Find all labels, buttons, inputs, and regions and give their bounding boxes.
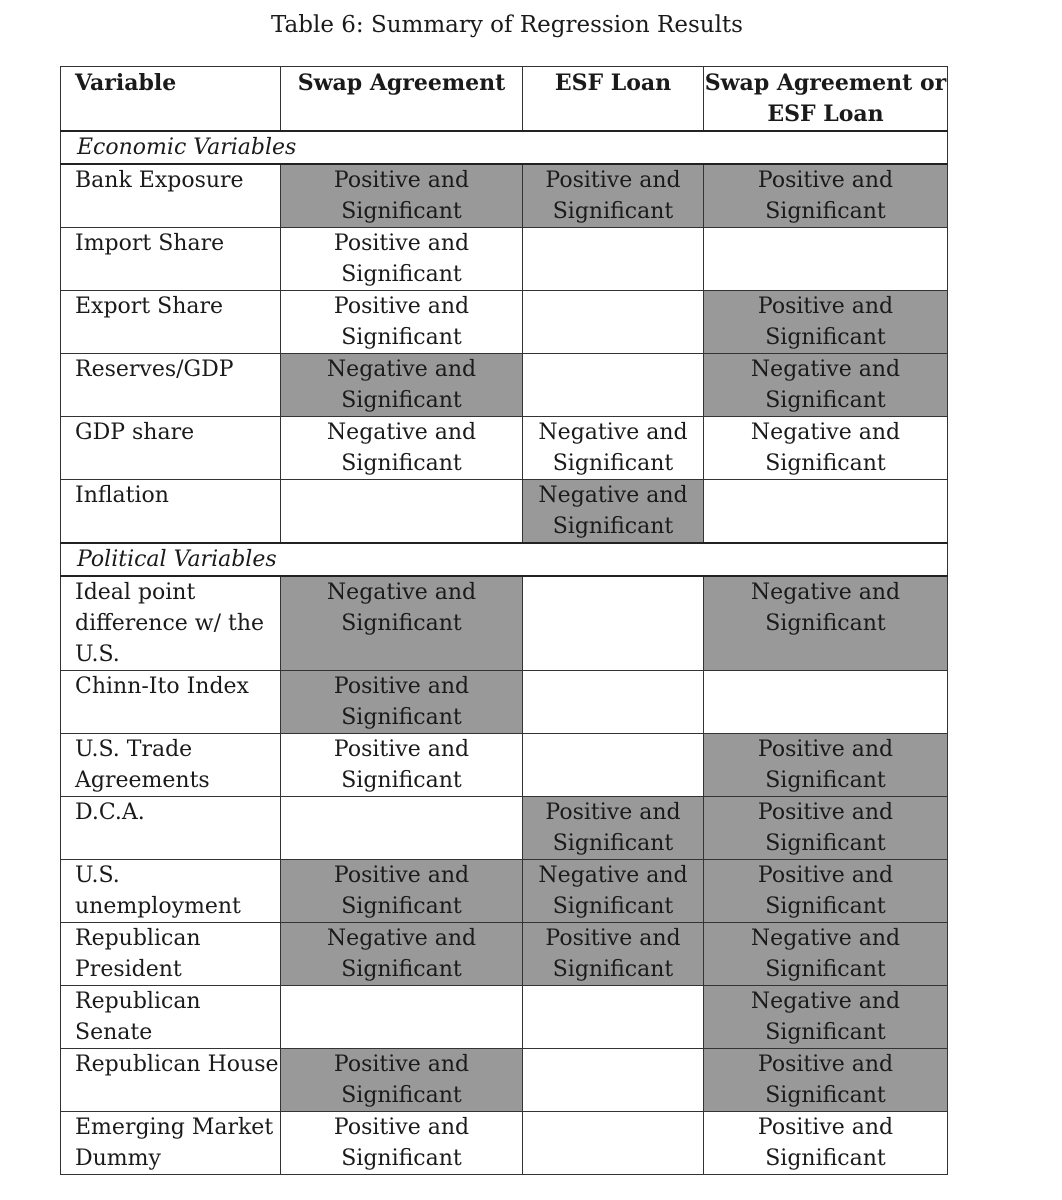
result-cell: Positive and Significant (281, 734, 523, 797)
result-cell: Positive and Significant (281, 671, 523, 734)
result-cell: Positive and Significant (704, 734, 948, 797)
result-cell: Positive and Significant (704, 291, 948, 354)
result-cell (523, 354, 704, 417)
table-row (61, 986, 948, 1049)
table-row (61, 291, 948, 354)
result-cell: Positive and Significant (281, 228, 523, 291)
result-cell (523, 1049, 704, 1112)
result-cell: Positive and Significant (523, 164, 704, 228)
result-cell: Negative and Significant (704, 417, 948, 480)
result-cell: Negative and Significant (704, 986, 948, 1049)
header-swap-agreement: Swap Agreement (281, 67, 523, 132)
regression-results-table (60, 66, 948, 1175)
result-cell: Positive and Significant (704, 860, 948, 923)
result-cell (281, 986, 523, 1049)
header-esf-loan: ESF Loan (523, 67, 704, 132)
section-title: Political Variables (61, 543, 948, 576)
section-row (61, 131, 948, 164)
result-cell: Positive and Significant (281, 164, 523, 228)
result-cell: Negative and Significant (281, 417, 523, 480)
header-variable: Variable (61, 67, 281, 132)
table-row (61, 228, 948, 291)
result-cell (704, 480, 948, 544)
result-cell: Positive and Significant (704, 1112, 948, 1175)
result-cell: Negative and Significant (704, 923, 948, 986)
result-cell: Negative and Significant (704, 354, 948, 417)
row-label: Reserves/GDP (61, 354, 281, 417)
result-cell (523, 671, 704, 734)
table-row (61, 734, 948, 797)
row-label: GDP share (61, 417, 281, 480)
result-cell: Positive and Significant (281, 860, 523, 923)
row-label: U.S. unemployment (61, 860, 281, 923)
result-cell: Positive and Significant (281, 1112, 523, 1175)
table-row (61, 923, 948, 986)
table-row (61, 797, 948, 860)
result-cell: Negative and Significant (281, 923, 523, 986)
header-swap-or-esf: Swap Agreement or ESF Loan (704, 67, 948, 132)
table-row (61, 1112, 948, 1175)
result-cell (523, 1112, 704, 1175)
result-cell (281, 797, 523, 860)
result-cell (523, 986, 704, 1049)
table-caption: Table 6: Summary of Regression Results (271, 12, 743, 38)
result-cell: Positive and Significant (704, 164, 948, 228)
result-cell: Positive and Significant (281, 1049, 523, 1112)
row-label: Chinn-Ito Index (61, 671, 281, 734)
result-cell: Negative and Significant (523, 480, 704, 544)
table-row (61, 576, 948, 671)
result-cell: Positive and Significant (704, 797, 948, 860)
table-body (61, 131, 948, 1175)
row-label: Republican Senate (61, 986, 281, 1049)
row-label: Ideal point difference w/ the U.S. (61, 576, 281, 671)
header-row (61, 67, 948, 132)
table-row (61, 480, 948, 544)
result-cell (704, 228, 948, 291)
result-cell: Negative and Significant (523, 860, 704, 923)
row-label: Export Share (61, 291, 281, 354)
row-label: U.S. Trade Agreements (61, 734, 281, 797)
row-label: Republican House (61, 1049, 281, 1112)
result-cell: Positive and Significant (523, 797, 704, 860)
section-title: Economic Variables (61, 131, 948, 164)
result-cell: Negative and Significant (523, 417, 704, 480)
table-row (61, 354, 948, 417)
table-row (61, 671, 948, 734)
result-cell (523, 291, 704, 354)
result-cell: Negative and Significant (281, 354, 523, 417)
row-label: Import Share (61, 228, 281, 291)
section-row (61, 543, 948, 576)
result-cell (523, 228, 704, 291)
result-cell: Negative and Significant (281, 576, 523, 671)
row-label: Republican President (61, 923, 281, 986)
row-label: Bank Exposure (61, 164, 281, 228)
result-cell (523, 734, 704, 797)
row-label: Inflation (61, 480, 281, 544)
result-cell (523, 576, 704, 671)
result-cell (704, 671, 948, 734)
table-row (61, 164, 948, 228)
table-row (61, 1049, 948, 1112)
result-cell: Positive and Significant (704, 1049, 948, 1112)
table-row (61, 860, 948, 923)
row-label: Emerging Market Dummy (61, 1112, 281, 1175)
result-cell: Positive and Significant (281, 291, 523, 354)
result-cell: Negative and Significant (704, 576, 948, 671)
result-cell (281, 480, 523, 544)
row-label: D.C.A. (61, 797, 281, 860)
result-cell: Positive and Significant (523, 923, 704, 986)
table-row (61, 417, 948, 480)
